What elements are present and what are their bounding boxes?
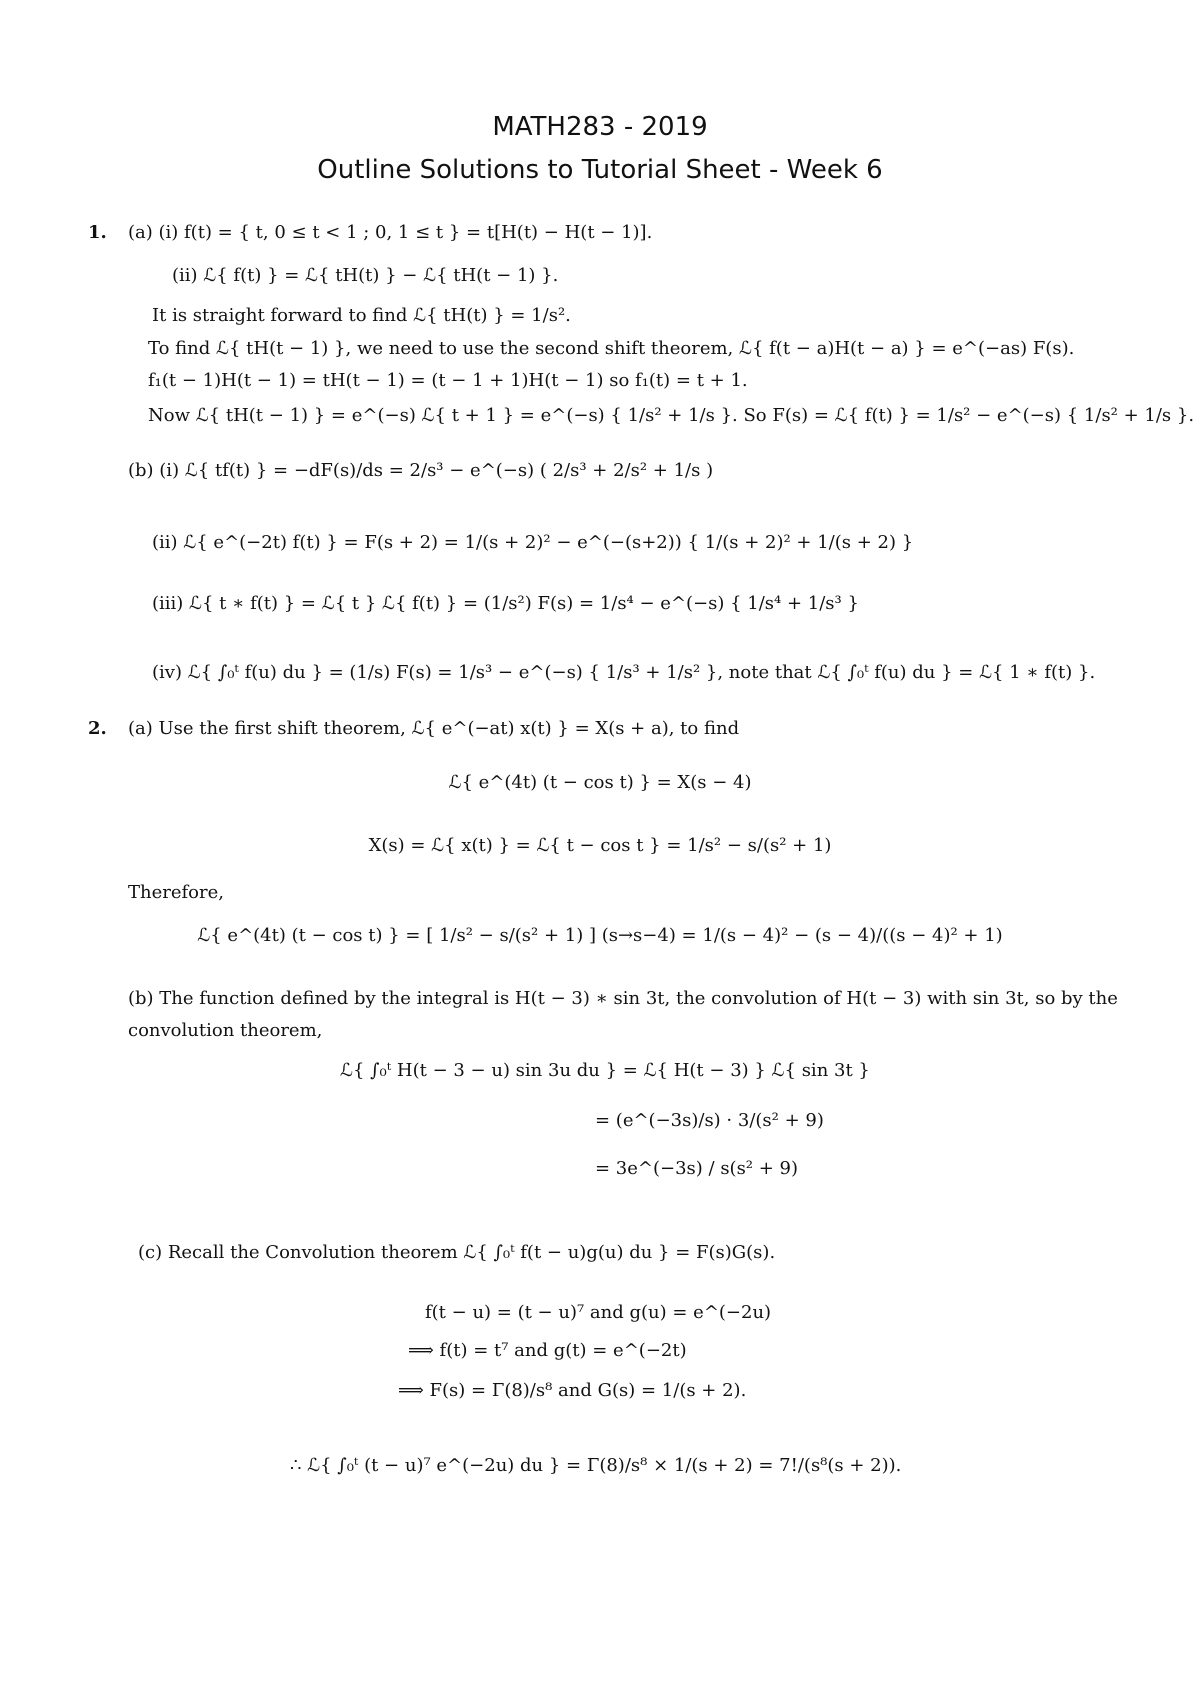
q2-c-final: ∴ ℒ{ ∫₀ᵗ (t − u)⁷ e^(−2u) du } = Γ(8)/s⁸ × 1/(s + 2) = 7!/(s⁸(s + 2)). <box>290 1455 902 1476</box>
q1-to-find: To find ℒ{ tH(t − 1) }, we need to use the second shift theorem, ℒ{ f(t − a)H(t − a) } = e^(−as) F(s). <box>148 338 1075 359</box>
q2-c-row2: ⟹ f(t) = t⁷ and g(t) = e^(−2t) <box>408 1340 687 1361</box>
q2-number: 2. <box>88 718 107 739</box>
q2-therefore: Therefore, <box>128 882 224 903</box>
q1-b-i: (b) (i) ℒ{ tf(t) } = −dF(s)/ds = 2/s³ − e^(−s) ( 2/s³ + 2/s² + 1/s ) <box>128 460 714 481</box>
q2-c-intro: (c) Recall the Convolution theorem ℒ{ ∫₀ᵗ f(t − u)g(u) du } = F(s)G(s). <box>138 1242 776 1263</box>
title-sheet: Outline Solutions to Tutorial Sheet - Week 6 <box>317 155 883 185</box>
q1-f1: f₁(t − 1)H(t − 1) = tH(t − 1) = (t − 1 + 1)H(t − 1) so f₁(t) = t + 1. <box>148 370 748 391</box>
q1-a-ii: (ii) ℒ{ f(t) } = ℒ{ tH(t) } − ℒ{ tH(t − 1) }. <box>172 265 559 286</box>
title-course: MATH283 - 2019 <box>492 112 708 142</box>
q1-b-ii: (ii) ℒ{ e^(−2t) f(t) } = F(s + 2) = 1/(s + 2)² − e^(−(s+2)) { 1/(s + 2)² + 1/(s + 2) } <box>152 532 914 553</box>
q1-number: 1. <box>88 222 107 243</box>
q2-a-eq1: ℒ{ e^(4t) (t − cos t) } = X(s − 4) <box>448 772 752 793</box>
q2-b-eq2: = (e^(−3s)/s) · 3/(s² + 9) <box>595 1110 824 1131</box>
q1-straight-forward: It is straight forward to find ℒ{ tH(t) } = 1/s². <box>152 305 571 326</box>
q1-b-iv: (iv) ℒ{ ∫₀ᵗ f(u) du } = (1/s) F(s) = 1/s³ − e^(−s) { 1/s³ + 1/s² }, note that ℒ{ ∫₀ᵗ f(u) du } = ℒ{ 1 ∗ f(t) }. <box>152 662 1096 683</box>
q2-a-eq3: ℒ{ e^(4t) (t − cos t) } = [ 1/s² − s/(s² + 1) ] (s→s−4) = 1/(s − 4)² − (s − 4)/((s − 4)² + 1) <box>197 925 1003 946</box>
q2-b-text1: (b) The function defined by the integral is H(t − 3) ∗ sin 3t, the convolution of H(t − 3) with sin 3t, so by the <box>128 988 1118 1009</box>
q1-now: Now ℒ{ tH(t − 1) } = e^(−s) ℒ{ t + 1 } = e^(−s) { 1/s² + 1/s }. So F(s) = ℒ{ f(t) } = 1/s² − e^(−s) { 1/s² + 1/s }. <box>148 405 1195 426</box>
q1-b-iii: (iii) ℒ{ t ∗ f(t) } = ℒ{ t } ℒ{ f(t) } = (1/s²) F(s) = 1/s⁴ − e^(−s) { 1/s⁴ + 1/s³ } <box>152 593 859 614</box>
q1-a-i: (a) (i) f(t) = { t, 0 ≤ t < 1 ; 0, 1 ≤ t } = t[H(t) − H(t − 1)]. <box>128 222 653 243</box>
q2-b-eq1: ℒ{ ∫₀ᵗ H(t − 3 − u) sin 3u du } = ℒ{ H(t − 3) } ℒ{ sin 3t } <box>340 1060 870 1081</box>
q2-a-intro: (a) Use the first shift theorem, ℒ{ e^(−at) x(t) } = X(s + a), to find <box>128 718 740 739</box>
q2-a-eq2: X(s) = ℒ{ x(t) } = ℒ{ t − cos t } = 1/s² − s/(s² + 1) <box>368 835 832 856</box>
q2-c-row3: ⟹ F(s) = Γ(8)/s⁸ and G(s) = 1/(s + 2). <box>398 1380 747 1401</box>
q2-b-text2: convolution theorem, <box>128 1020 323 1041</box>
q2-b-eq3: = 3e^(−3s) / s(s² + 9) <box>595 1158 799 1179</box>
q2-c-row1: f(t − u) = (t − u)⁷ and g(u) = e^(−2u) <box>425 1302 772 1323</box>
